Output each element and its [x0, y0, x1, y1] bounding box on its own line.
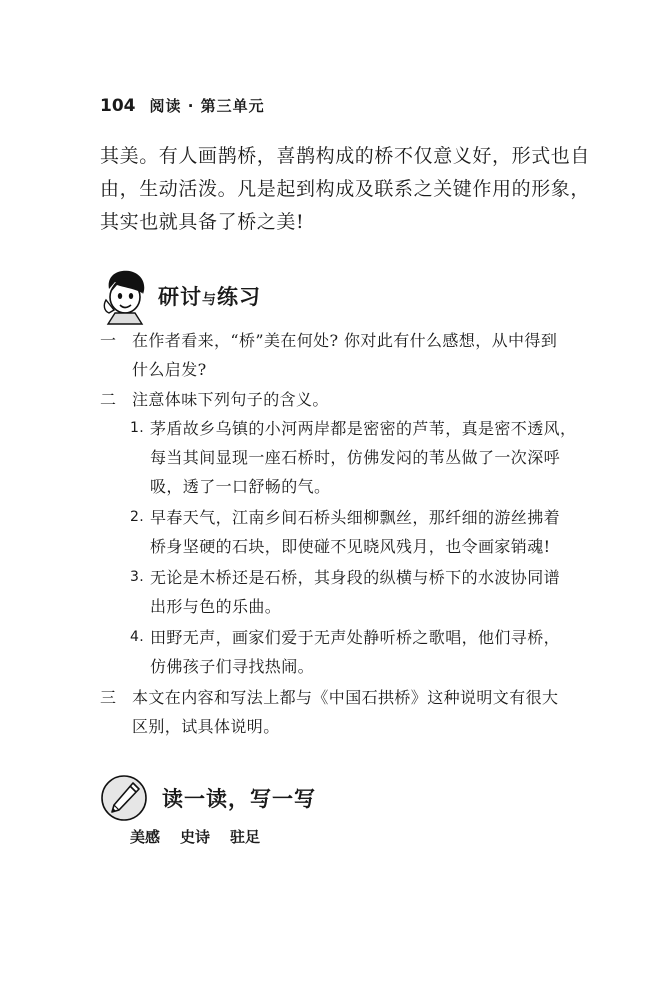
page-number: 104	[100, 96, 136, 116]
sub-item-number: 3.	[130, 569, 145, 585]
read-write-header	[100, 768, 316, 828]
sub-item-number: 2.	[130, 509, 145, 525]
exercise-number: 三	[100, 688, 117, 707]
vocabulary-word: 史诗	[180, 828, 211, 846]
sub-item	[130, 623, 560, 681]
text-line: 早春天气，江南乡间石桥头细柳飘丝，那纤细的游丝拂着	[150, 508, 561, 527]
text-line: 区别，试具体说明。	[132, 717, 280, 736]
exercise-item	[100, 683, 560, 741]
text-line: 茅盾故乡乌镇的小河两岸都是密密的芦苇，真是密不透风，	[150, 419, 577, 438]
page-header	[100, 95, 265, 119]
text-line: 由，生动活泼。凡是起到构成及联系之关键作用的形象，	[100, 178, 591, 200]
heading-part: 研讨	[158, 285, 202, 309]
text-line: 无论是木桥还是石桥，其身段的纵横与桥下的水波协同谱	[150, 568, 561, 587]
sub-item	[130, 563, 560, 621]
heading-connector: 与	[202, 292, 217, 308]
vocabulary-list	[130, 826, 280, 847]
pencil-icon	[100, 774, 148, 822]
sub-item-number: 1.	[130, 420, 145, 436]
vocabulary-word: 驻足	[230, 828, 261, 846]
read-write-heading: 读一读，写一写	[162, 787, 316, 811]
text-line: 注意体味下列句子的含义。	[132, 390, 329, 409]
text-line: 其实也就具备了桥之美!	[100, 211, 305, 233]
text-line: 其美。有人画鹊桥，喜鹊构成的桥不仅意义好，形式也自	[100, 145, 591, 167]
sub-item	[130, 414, 577, 501]
intro-paragraph	[100, 140, 591, 239]
exercise-item	[100, 385, 560, 414]
sub-item-number: 4.	[130, 629, 145, 645]
vocabulary-word: 美感	[130, 828, 161, 846]
text-line: 桥身坚硬的石块，即使碰不见晓风残月，也令画家销魂!	[150, 537, 551, 556]
exercise-number: 二	[100, 390, 117, 409]
text-line: 吸，透了一口舒畅的气。	[150, 477, 331, 496]
text-line: 本文在内容和写法上都与《中国石拱桥》这种说明文有很大	[132, 688, 559, 707]
text-line: 每当其间显现一座石桥时，仿佛发闷的苇丛做了一次深呼	[150, 448, 561, 467]
text-line: 什么启发?	[132, 360, 207, 379]
section-title: 阅读 · 第三单元	[149, 97, 265, 115]
discussion-header	[102, 266, 261, 326]
text-line: 在作者看来，“桥”美在何处? 你对此有什么感想，从中得到	[132, 331, 558, 350]
text-line: 田野无声，画家们爱于无声处静听桥之歌唱，他们寻桥，	[150, 628, 561, 647]
text-line: 仿佛孩子们寻找热闹。	[150, 657, 315, 676]
heading-part: 练习	[217, 285, 261, 309]
exercise-item	[100, 326, 560, 384]
sub-item	[130, 503, 560, 561]
discussion-heading	[158, 281, 261, 311]
exercise-number: 一	[100, 331, 117, 350]
text-line: 出形与色的乐曲。	[150, 597, 282, 616]
student-icon	[102, 267, 148, 325]
